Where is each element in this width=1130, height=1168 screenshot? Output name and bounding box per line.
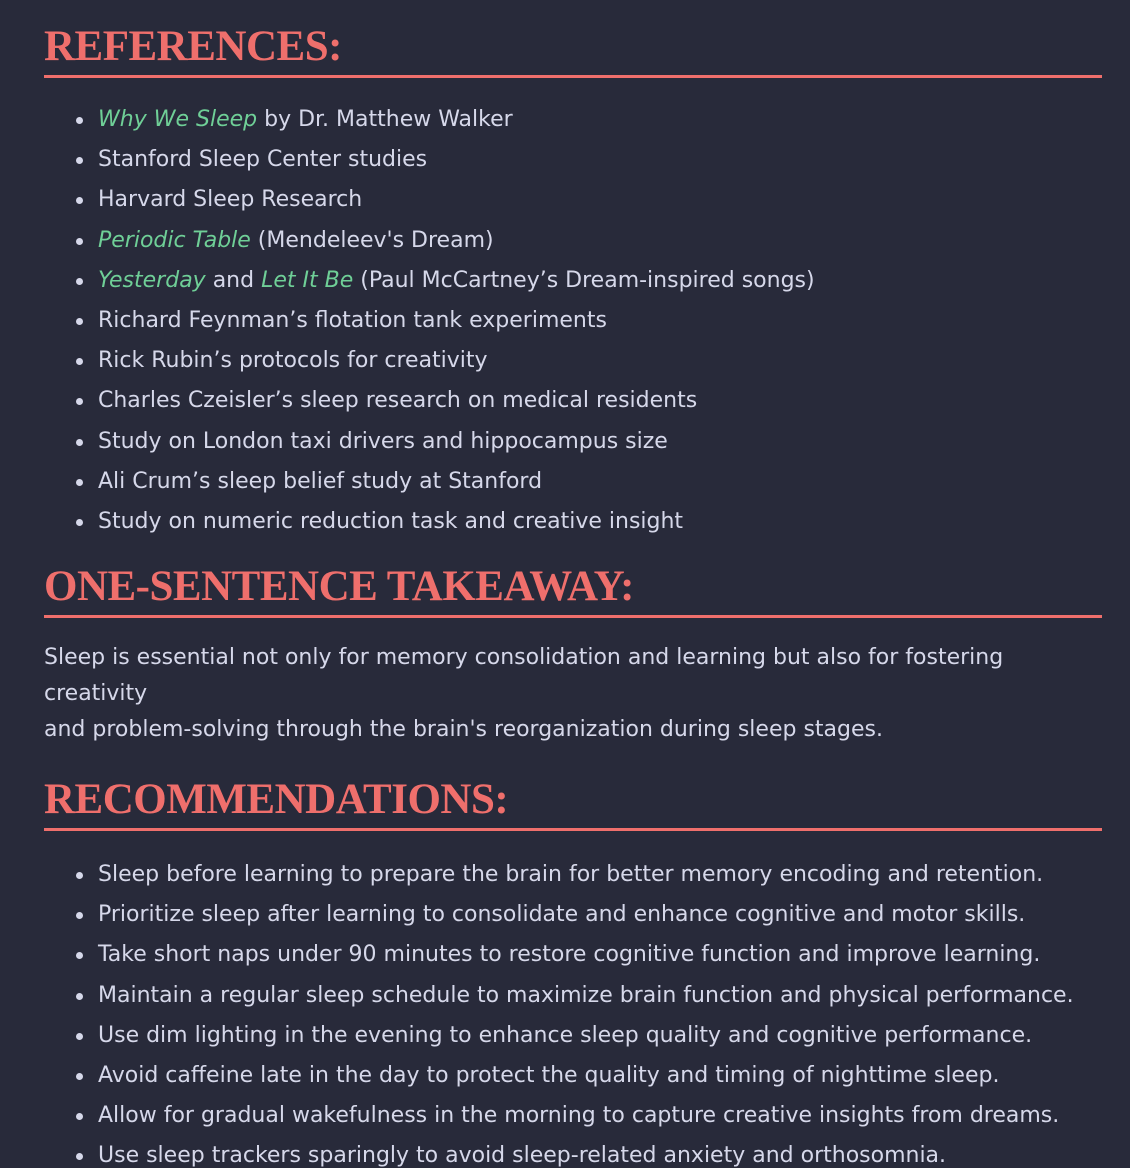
list-item: Use dim lighting in the evening to enhance sleep quality and cognitive performance. <box>98 1016 1102 1056</box>
list-item: Use sleep trackers sparingly to avoid sleep-related anxiety and orthosomnia. <box>98 1136 1102 1168</box>
list-item: Stanford Sleep Center studies <box>98 140 1102 180</box>
work-title: Periodic Table <box>98 227 251 253</box>
song-title: Yesterday <box>98 267 206 293</box>
list-item: Yesterday and Let It Be (Paul McCartney’s Dream-inspired songs) <box>98 261 1102 301</box>
list-item: Rick Rubin’s protocols for creativity <box>98 341 1102 381</box>
recommendations-list <box>44 855 1102 1168</box>
references-list <box>44 100 1102 542</box>
list-item: Avoid caffeine late in the day to protect the quality and timing of nighttime sleep. <box>98 1056 1102 1096</box>
list-item: Maintain a regular sleep schedule to maximize brain function and physical performance. <box>98 976 1102 1016</box>
list-item: Take short naps under 90 minutes to restore cognitive function and improve learning. <box>98 935 1102 975</box>
list-item: Allow for gradual wakefulness in the morning to capture creative insights from dreams. <box>98 1096 1102 1136</box>
takeaway-heading: ONE-SENTENCE TAKEAWAY: <box>44 565 1102 618</box>
list-item: Ali Crum’s sleep belief study at Stanford <box>98 462 1102 502</box>
takeaway-paragraph: Sleep is essential not only for memory consolidation and learning but also for fostering creativity and problem-solving through the brain's reorganization during sleep stages. <box>44 645 1004 743</box>
list-item: Periodic Table (Mendeleev's Dream) <box>98 221 1102 261</box>
book-title: Why We Sleep <box>98 107 258 132</box>
list-item: Harvard Sleep Research <box>98 180 1102 220</box>
list-item: Charles Czeisler’s sleep research on medical residents <box>98 381 1102 421</box>
list-item: Study on London taxi drivers and hippocampus size <box>98 422 1102 462</box>
list-item: Sleep before learning to prepare the brain for better memory encoding and retention. <box>98 855 1102 895</box>
list-item: Why We Sleep by Dr. Matthew Walker <box>98 100 1102 140</box>
song-title: Let It Be <box>261 267 354 293</box>
list-item: Study on numeric reduction task and creative insight <box>98 502 1102 542</box>
list-item: Prioritize sleep after learning to consolidate and enhance cognitive and motor skills. <box>98 895 1102 935</box>
recommendations-heading: RECOMMENDATIONS: <box>44 778 1102 831</box>
references-heading: REFERENCES: <box>44 0 1102 78</box>
list-item: Richard Feynman’s flotation tank experiments <box>98 301 1102 341</box>
